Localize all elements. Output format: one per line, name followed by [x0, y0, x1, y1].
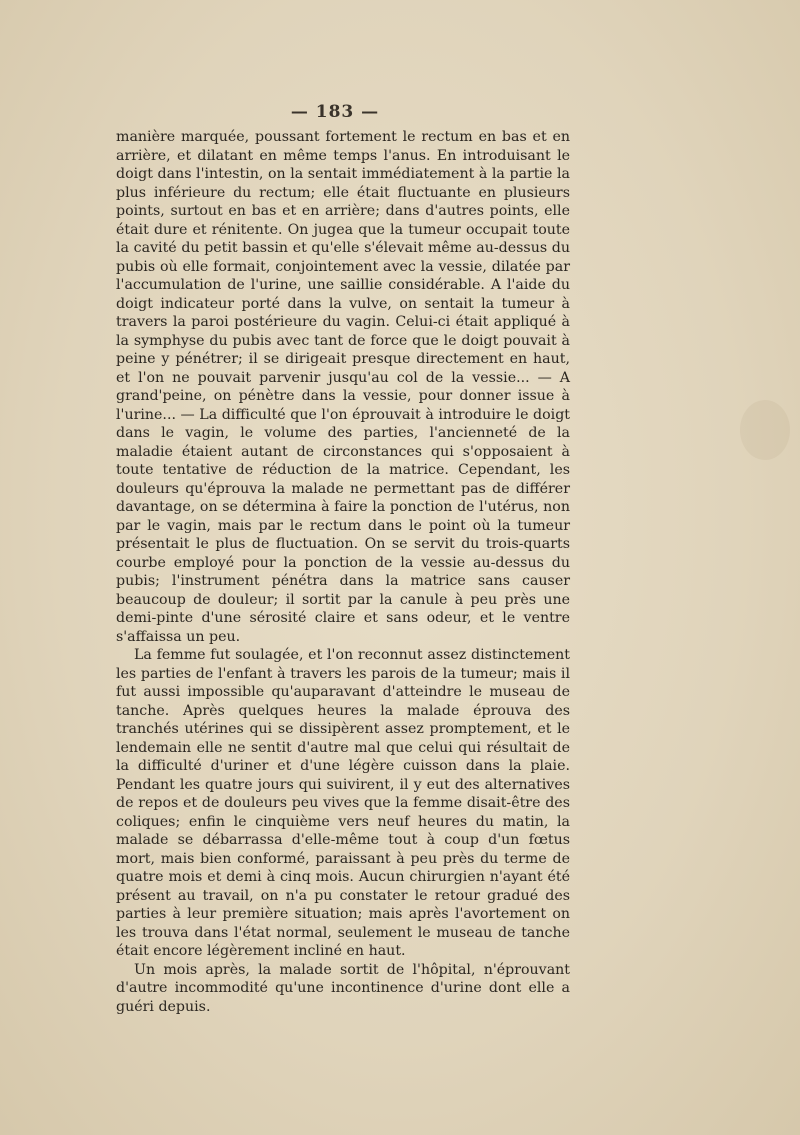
- body-text: [116, 128, 570, 1016]
- paragraph-1: manière marquée, poussant fortement le rectum en bas et en arrière, et dilatant en même temps l'anus. En introduisant le doigt dans l'intestin, on la sentait immédiatement à la partie la plus inférieure du rectum; elle était fluctuante en plusieurs points, surtout en bas et en arrière; dans d'autres points, elle était dure et rénitente. On jugea que la tumeur occupait toute la cavité du petit bassin et qu'elle s'élevait même au-dessus du pubis où elle formait, conjointement avec la vessie, dilatée par l'accumulation de l'urine, une saillie considérable. A l'aide du doigt indicateur porté dans la vulve, on sentait la tumeur à travers la paroi postérieure du vagin. Celui-ci était appliqué à la symphyse du pubis avec tant de force que le doigt pouvait à peine y pénétrer; il se dirigeait presque directement en haut, et l'on ne pouvait parvenir jusqu'au col de la vessie... — A grand'peine, on pénètre dans la vessie, pour donner issue à l'urine... — La difficulté que l'on éprouvait à introduire le doigt dans le vagin, le volume des parties, l'ancienneté de la maladie étaient autant de circonstances qui s'opposaient à toute tentative de réduction de la matrice. Cependant, les douleurs qu'éprouva la malade ne permettant pas de différer davantage, on se détermina à faire la ponction de l'utérus, non par le vagin, mais par le rectum dans le point où la tumeur présentait le plus de fluctuation. On se servit du trois-quarts courbe employé pour la ponction de la vessie au-dessus du pubis; l'instrument pénétra dans la matrice sans causer beaucoup de douleur; il sortit par la canule à peu près une demi-pinte d'une sérosité claire et sans odeur, et le ventre s'affaissa un peu.: [116, 129, 570, 645]
- page-number: — 183 —: [290, 102, 380, 122]
- paper-stain: [740, 400, 790, 460]
- paragraph-3: Un mois après, la malade sortit de l'hôpital, n'éprouvant d'autre incommodité qu'une incontinence d'urine dont elle a guéri depuis.: [116, 961, 570, 1015]
- paragraph-2: La femme fut soulagée, et l'on reconnut assez distinctement les parties de l'enfant à travers les parois de la tumeur; mais il fut aussi impossible qu'auparavant d'atteindre le museau de tanche. Après quelques heures la malade éprouva des tranchés utérines qui se dissipèrent assez promptement, et le lendemain elle ne sentit d'autre mal que celui qui résultait de la difficulté d'uriner et d'une légère cuisson dans la plaie. Pendant les quatre jours qui suivirent, il y eut des alternatives de repos et de douleurs peu vives que la femme disait-être des coliques; enfin le cinquième vers neuf heures du matin, la malade se débarrassa d'elle-même tout à coup d'un fœtus mort, mais bien conformé, paraissant à peu près du terme de quatre mois et demi à cinq mois. Aucun chirurgien n'ayant été présent au travail, on n'a pu constater le retour gradué des parties à leur première situation; mais après l'avortement on les trouva dans l'état normal, seulement le museau de tanche était encore légèrement incliné en haut.: [116, 647, 570, 959]
